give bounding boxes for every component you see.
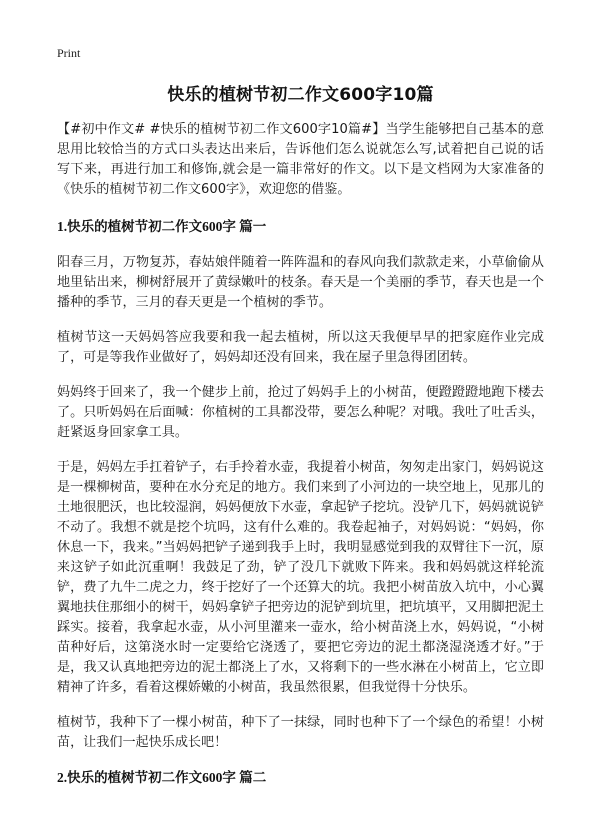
intro-text: 当学生能够把自己基本的意思用比较恰当的方式口头表达出来后，告诉他们怎么说就怎么写,试着把自己说的话写下来，再进行加工和修饰,就会是一篇非常好的作文。以下是文档网为大家准备的《快乐的植树节初二作文600字》，欢迎您的借鉴。: [57, 122, 545, 197]
section-heading-2: 2.快乐的植树节初二作文600字 篇二: [57, 770, 267, 785]
document-title: 快乐的植树节初二作文600字10篇: [167, 85, 434, 105]
intro-paragraph: [57, 120, 544, 200]
section-heading-1: 1.快乐的植树节初二作文600字 篇一: [57, 219, 267, 234]
print-link[interactable]: Print: [57, 46, 81, 60]
intro-tags: 【#初中作文# #快乐的植树节初二作文600字10篇#】: [57, 122, 386, 137]
section-1-paragraph-2: 植树节这一天妈妈答应我要和我一起去植树，所以这天我便早早的把家庭作业完成了，可是等我作业做好了，妈妈却还没有回来，我在屋子里急得团团转。: [57, 330, 544, 365]
document-body: [57, 120, 544, 804]
section-1-paragraph-5: 植树节，我种下了一棵小树苗，种下了一抹绿，同时也种下了一个绿色的希望！小树苗，让我们一起快乐成长吧！: [57, 715, 544, 750]
section-1-paragraph-4: 于是，妈妈左手扛着铲子，右手拎着水壶，我提着小树苗，匆匆走出家门，妈妈说这是一棵柳树苗，要种在水分充足的地方。我们来到了小河边的一块空地上，见那儿的土地很肥沃，也比较湿润，妈妈便放下水壶，拿起铲子挖坑。没铲几下，妈妈就说铲不动了。我想不就是挖个坑吗，这有什么难的。我卷起袖子，对妈妈说：“妈妈，你休息一下，我来。”当妈妈把铲子递到我手上时，我明显感觉到我的双臂往下一沉，原来这铲子如此沉重啊！我鼓足了劲，铲了没几下就败下阵来。我和妈妈就这样轮流铲，费了九牛二虎之力，终于挖好了一个还算大的坑。我把小树苗放入坑中，小心翼翼地扶住那细小的树干，妈妈拿铲子把旁边的泥铲到坑里，把坑填平，又用脚把泥土踩实。接着，我拿起水壶，从小河里灌来一壶水，给小树苗浇上水，妈妈说，“小树苗种好后，这第浇水时一定要给它浇透了，要把它旁边的泥土都浇湿浇透才好。”于是，我又认真地把旁边的泥土都浇上了水，又将剩下的一些水淋在小树苗上，它立即精神了许多，看着这棵娇嫩的小树苗，我虽然很累，但我觉得十分快乐。: [57, 460, 544, 695]
section-1-paragraph-1: 阳春三月，万物复苏，春姑娘伴随着一阵阵温和的春风向我们款款走来，小草偷偷从地里钻出来，柳树舒展开了黄绿嫩叶的枝条。春天是一个美丽的季节，春天也是一个播种的季节，三月的春天更是一个植树的季节。: [57, 255, 544, 310]
section-1-paragraph-3: 妈妈终于回来了，我一个健步上前，抢过了妈妈手上的小树苗，便蹬蹬蹬地跑下楼去了。只听妈妈在后面喊：你植树的工具都没带，要怎么种呢？对哦。我吐了吐舌头，赶紧返身回家拿工具。: [57, 385, 544, 440]
